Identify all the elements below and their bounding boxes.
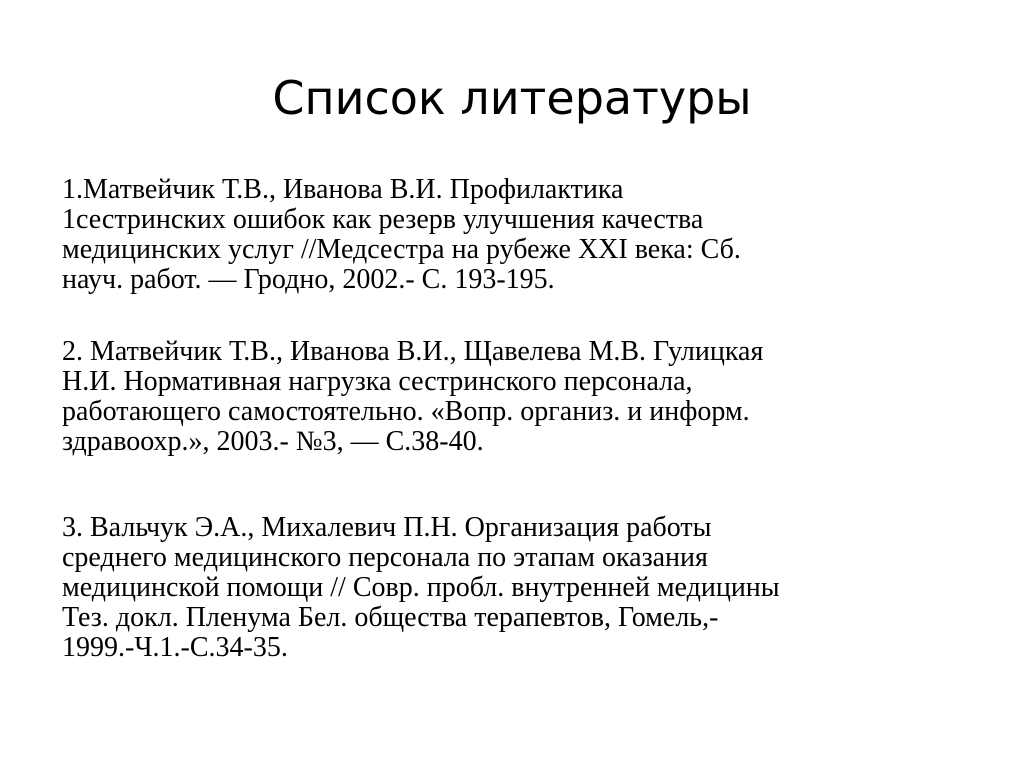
reference-item-3 (62, 513, 962, 663)
reference-2-line-2: Н.И. Нормативная нагрузка сестринского персонала, (62, 366, 693, 397)
reference-1-line-1: 1.Матвейчик Т.В., Иванова В.И. Профилактика (62, 174, 624, 205)
reference-item-1 (62, 175, 962, 295)
reference-3-line-2: среднего медицинского персонала по этапам оказания (62, 542, 708, 573)
reference-1-line-3: медицинских услуг //Медсестра на рубеже XXI века: Сб. (62, 234, 741, 265)
slide-title: Список литературы (272, 71, 752, 125)
reference-2-line-1: 2. Матвейчик Т.В., Иванова В.И., Щавелева М.В. Гулицкая (62, 336, 764, 367)
reference-3-line-4: Тез. докл. Пленума Бел. общества терапевтов, Гомель,- (62, 602, 719, 633)
reference-2-line-3: работающего самостоятельно. «Вопр. организ. и информ. (62, 396, 750, 427)
reference-1-line-2: 1сестринских ошибок как резерв улучшения качества (62, 204, 704, 235)
reference-1-line-4: науч. работ. — Гродно, 2002.- С. 193-195. (62, 264, 555, 295)
reference-3-line-1: 3. Вальчук Э.А., Михалевич П.Н. Организация работы (62, 512, 712, 543)
reference-2-line-4: здравоохр.», 2003.- №3, — С.38-40. (62, 426, 484, 457)
reference-3-line-3: медицинской помощи // Совр. пробл. внутренней медицины (62, 572, 780, 603)
reference-list (62, 175, 962, 663)
reference-item-2 (62, 337, 962, 457)
reference-3-line-5: 1999.-Ч.1.-С.34-35. (62, 632, 288, 663)
